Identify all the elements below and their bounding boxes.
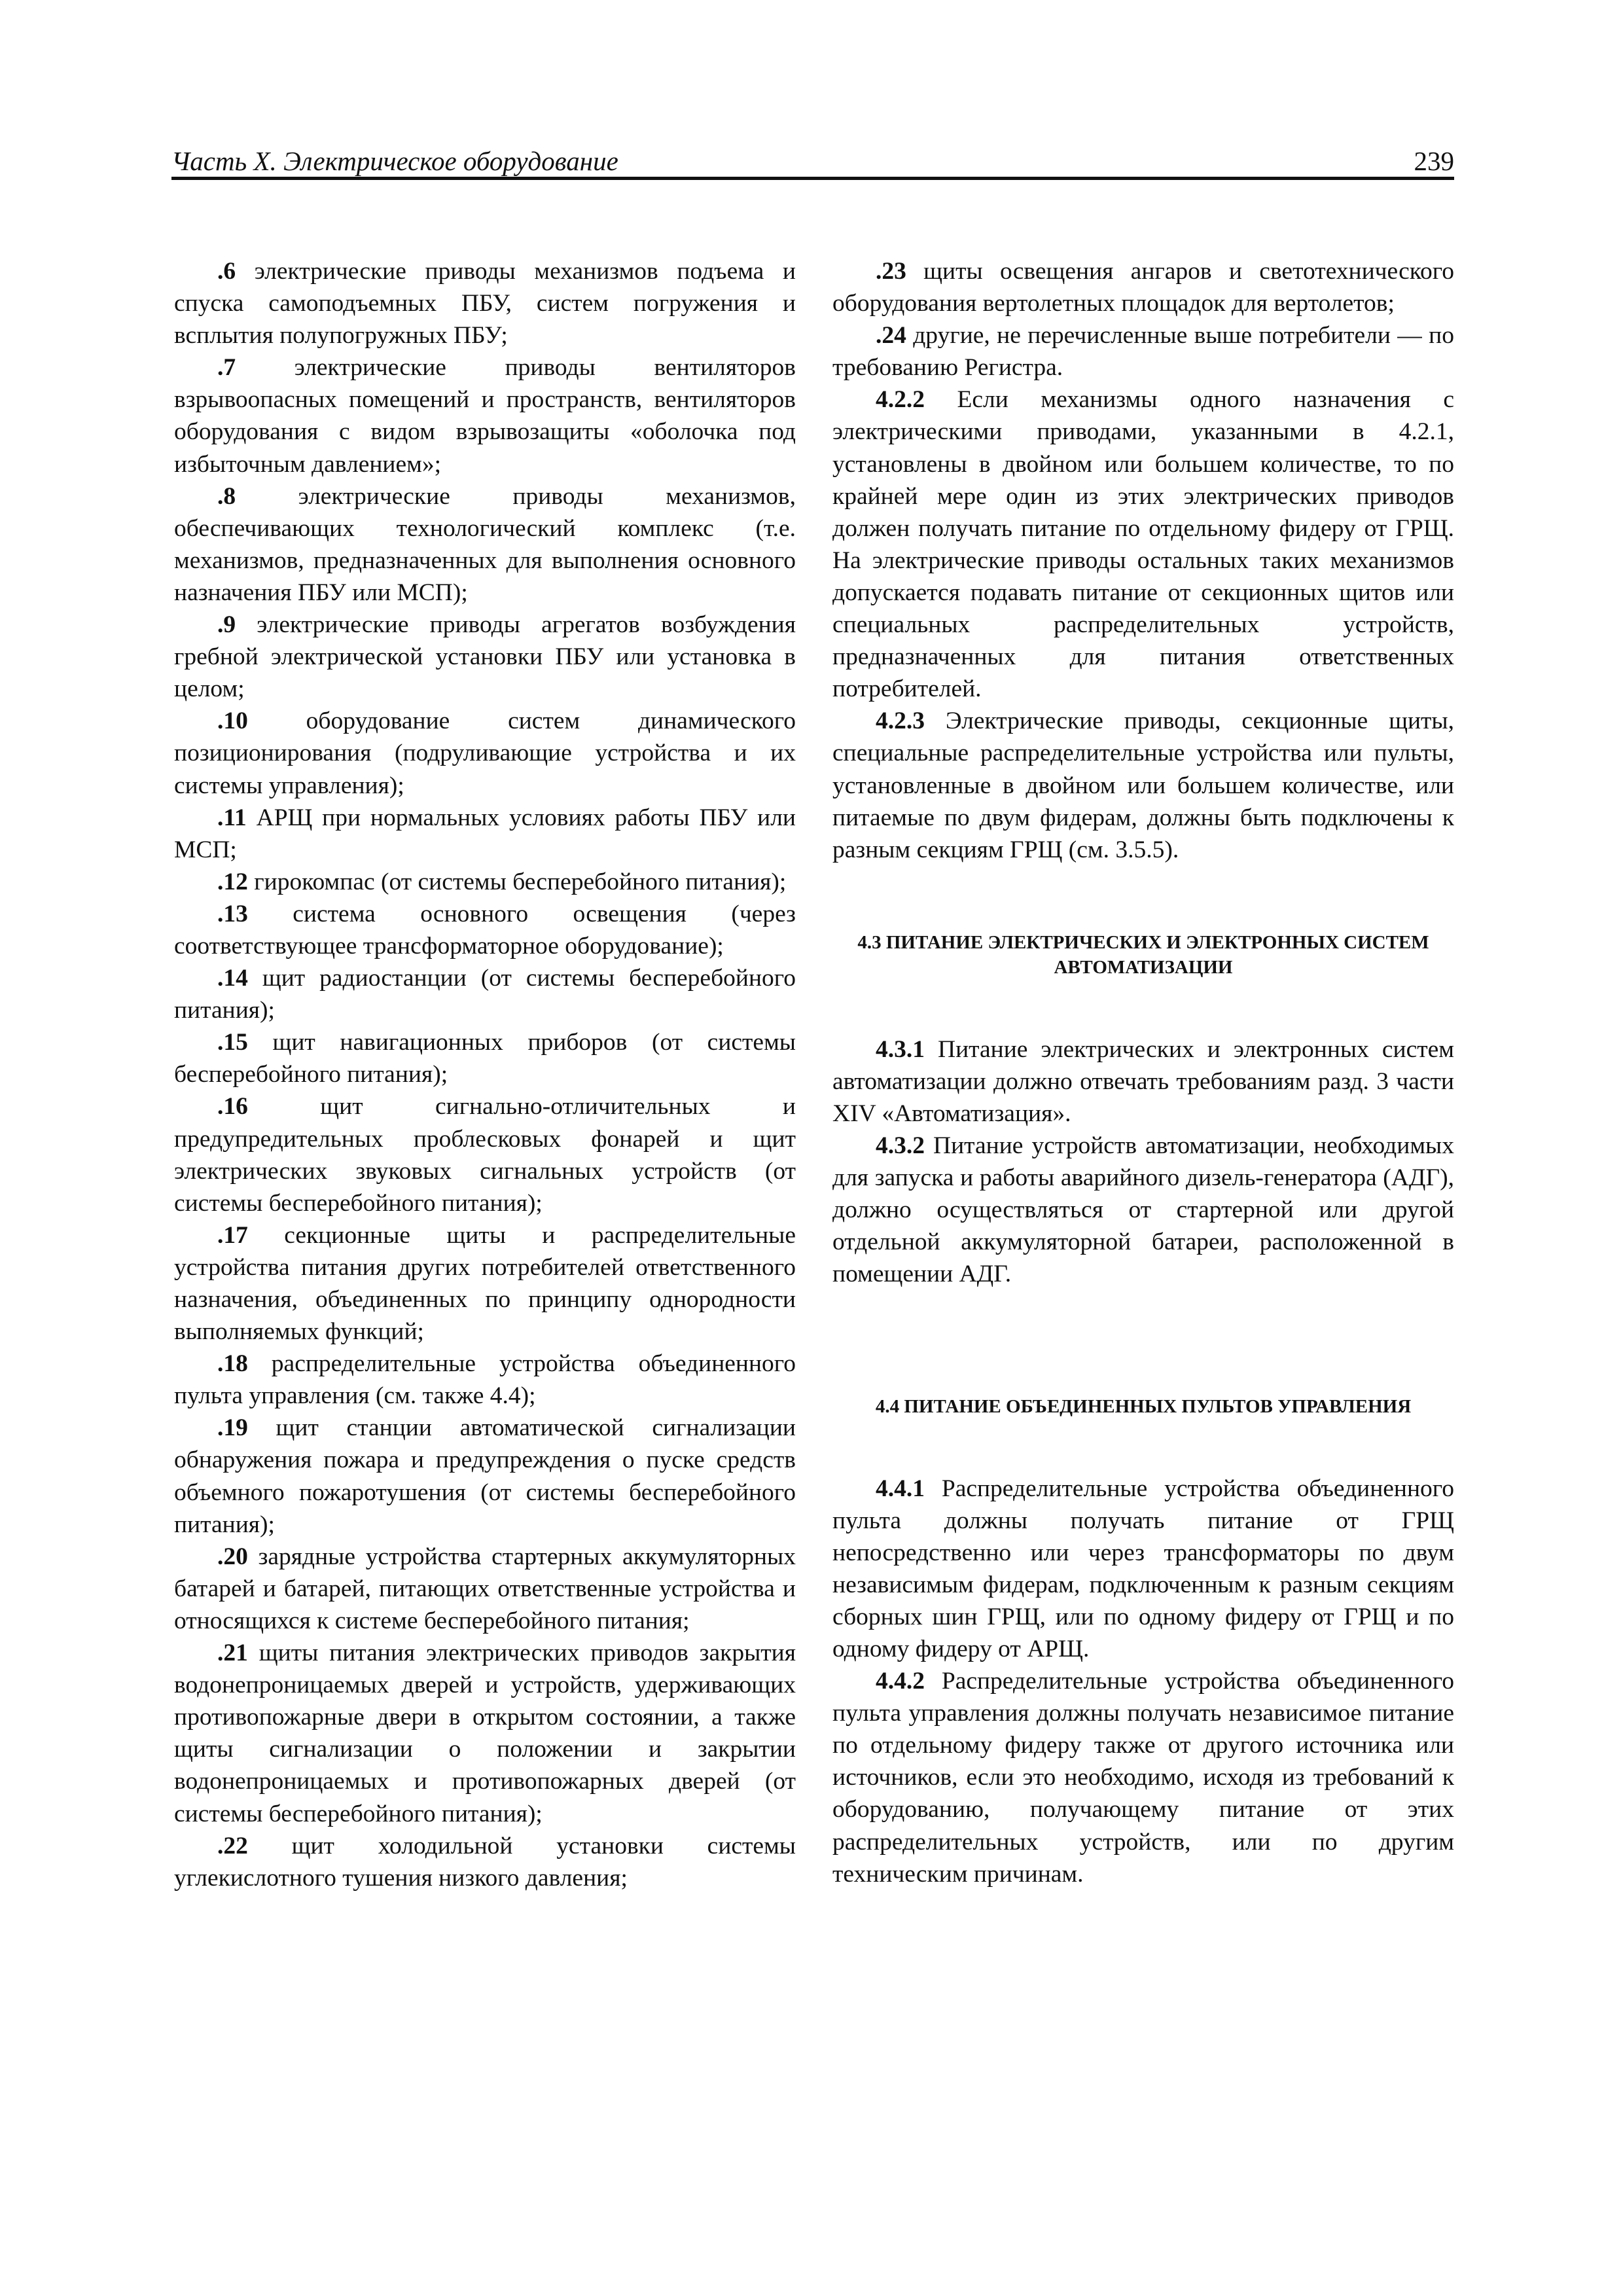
- paragraph: 4.2.2 Если механизмы одного назначения с электрическими приводами, указанными в 4.2.1, установлены в двойном или большем количестве, то по крайней мере один из этих электрических приводов должен получать питание по отдельному фидеру от ГРЩ. На электрические приводы остальных таких механизмов допускается подавать питание от секционных щитов или специальных распределительных устройств, предназначенных для питания ответственных потребителей.: [832, 386, 1454, 703]
- list-item: .7 электрические приводы вентиляторов взрывоопасных помещений и пространств, вентиляторов оборудования с видом взрывозащиты «оболочка под избыточным давлением»;: [174, 354, 796, 478]
- paragraph: 4.4.1 Распределительные устройства объединенного пульта должны получать питание от ГРЩ непосредственно или через трансформаторы по двум независимым фидерам, подключенным к разным секциям сборных шин ГРЩ, или по одному фидеру от ГРЩ и по одному фидеру от АРЩ.: [832, 1475, 1454, 1662]
- list-item: .12 гирокомпас (от системы бесперебойного питания);: [217, 868, 787, 895]
- header-rule: [171, 177, 1454, 180]
- spacer: [832, 980, 1454, 1033]
- left-column: [174, 255, 796, 1894]
- spacer: [832, 1291, 1454, 1394]
- list-item: .15 щит навигационных приборов (от системы бесперебойного питания);: [174, 1029, 796, 1088]
- list-item: .8 электрические приводы механизмов, обеспечивающих технологический комплекс (т.е. механизмов, предназначенных для выполнения основного назначения ПБУ или МСП);: [174, 482, 796, 606]
- list-item: .23 щиты освещения ангаров и светотехнического оборудования вертолетных площадок для вертолетов;: [832, 258, 1454, 317]
- list-item: .18 распределительные устройства объединенного пульта управления (см. также 4.4);: [174, 1350, 796, 1410]
- paragraph: 4.3.1 Питание электрических и электронных систем автоматизации должно отвечать требованиям разд. 3 части XIV «Автоматизация».: [832, 1035, 1454, 1127]
- page-header: [171, 143, 1454, 179]
- list-item: .24 другие, не перечисленные выше потребители — по требованию Регистра.: [832, 322, 1454, 382]
- list-item: .10 оборудование систем динамического позиционирования (подруливающие устройства и их системы управления);: [174, 708, 796, 799]
- paragraph: 4.3.2 Питание устройств автоматизации, необходимых для запуска и работы аварийного дизель-генератора (АДГ), должно осуществляться от стартерной или другой отдельной аккумуляторной батареи, расположенной в помещении АДГ.: [832, 1132, 1454, 1288]
- right-column: [832, 255, 1454, 1890]
- list-item: .13 система основного освещения (через соответствующее трансформаторное оборудование);: [174, 900, 796, 960]
- spacer: [832, 866, 1454, 930]
- list-item: .20 зарядные устройства стартерных аккумуляторных батарей и батарей, питающих ответственные устройства и относящихся к системе бесперебойного питания;: [174, 1543, 796, 1634]
- paragraph: 4.2.3 Электрические приводы, секционные щиты, специальные распределительные устройства или пульты, установленные в двойном или большем количестве, или питаемые по двум фидерам, должны быть подключены к разным секциям ГРЩ (см. 3.5.5).: [832, 708, 1454, 863]
- spacer: [832, 1419, 1454, 1473]
- paragraph: 4.4.2 Распределительные устройства объединенного пульта управления должны получать независимое питание по отдельному фидеру также от другого источника или источников, если это необходимо, исходя из требований к оборудованию, получающему питание от этих распределительных устройств, или по другим техническим причинам.: [832, 1668, 1454, 1888]
- list-item: .22 щит холодильной установки системы углекислотного тушения низкого давления;: [174, 1832, 796, 1892]
- page-number: 239: [1414, 146, 1454, 176]
- list-item: .17 секционные щиты и распределительные устройства питания других потребителей ответственного назначения, объединенных по принципу однородности выполняемых функций;: [174, 1221, 796, 1346]
- list-item: .11 АРЩ при нормальных условиях работы ПБУ или МСП;: [174, 804, 796, 863]
- list-item: .21 щиты питания электрических приводов закрытия водонепроницаемых дверей и устройств, удерживающих противопожарные двери в открытом состоянии, а также щиты сигнализации о положении и закрытии водонепроницаемых и противопожарных дверей (от системы бесперебойного питания);: [174, 1640, 796, 1827]
- list-item: .9 электрические приводы агрегатов возбуждения гребной электрической установки ПБУ или установка в целом;: [174, 611, 796, 703]
- section-heading: 4.3 ПИТАНИЕ ЭЛЕКТРИЧЕСКИХ И ЭЛЕКТРОННЫХ СИСТЕМ АВТОМАТИЗАЦИИ: [857, 931, 1429, 978]
- section-heading: 4.4 ПИТАНИЕ ОБЪЕДИНЕННЫХ ПУЛЬТОВ УПРАВЛЕНИЯ: [875, 1395, 1412, 1417]
- running-title: Часть X. Электрическое оборудование: [171, 146, 618, 176]
- list-item: .16 щит сигнально-отличительных и предупредительных проблесковых фонарей и щит электрических звуковых сигнальных устройств (от системы бесперебойного питания);: [174, 1093, 796, 1217]
- list-item: .6 электрические приводы механизмов подъема и спуска самоподъемных ПБУ, систем погружения и всплытия полупогружных ПБУ;: [174, 258, 796, 350]
- list-item: .19 щит станции автоматической сигнализации обнаружения пожара и предупреждения о пуске средств объемного пожаротушения (от системы бесперебойного питания);: [174, 1414, 796, 1538]
- list-item: .14 щит радиостанции (от системы бесперебойного питания);: [174, 965, 796, 1024]
